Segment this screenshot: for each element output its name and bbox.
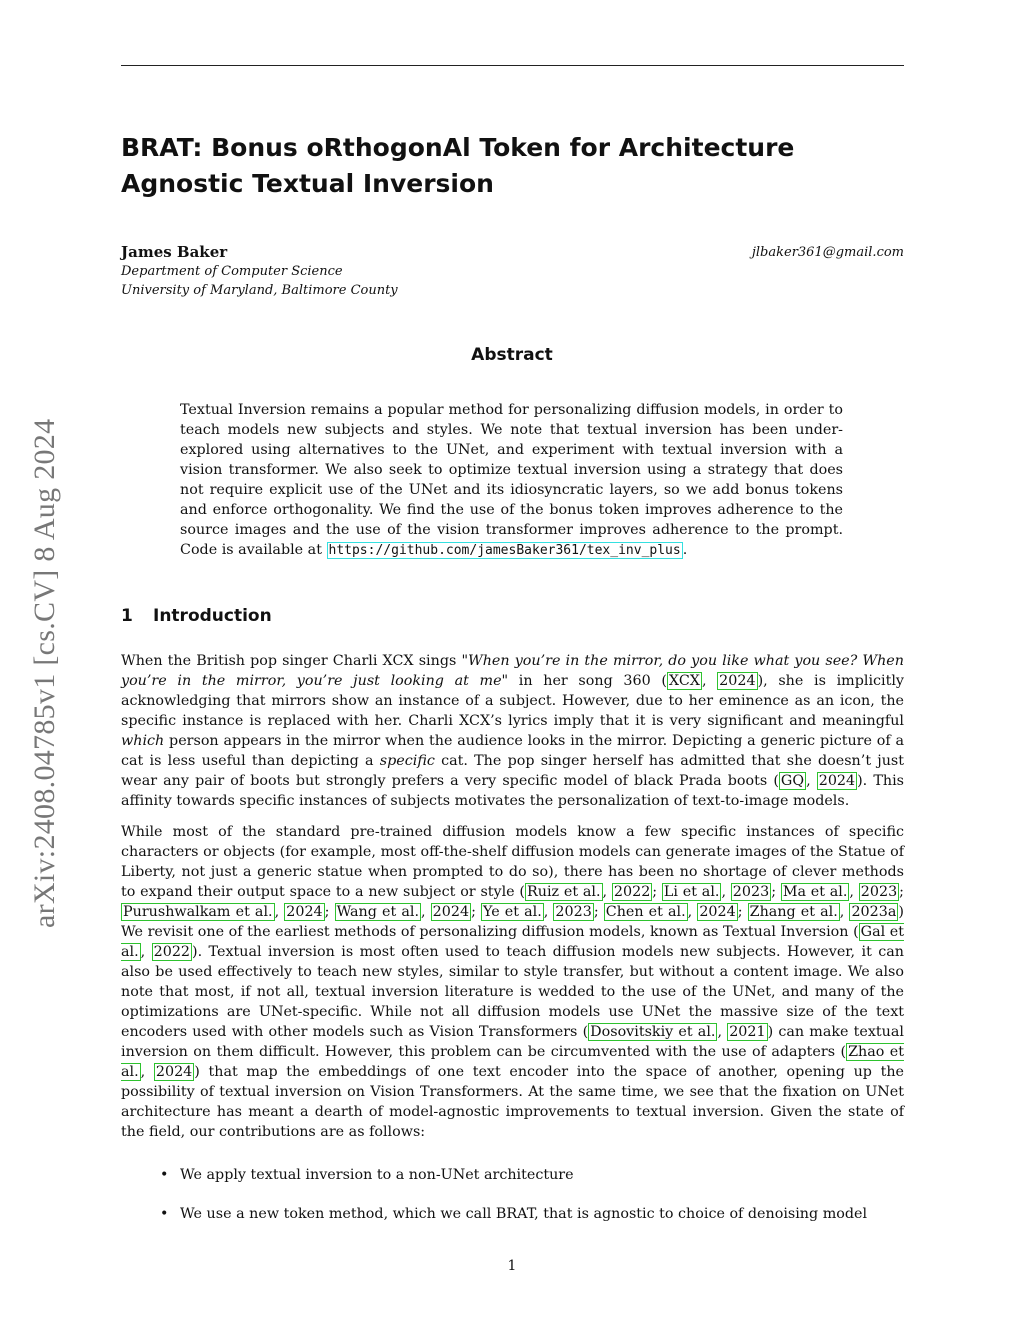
- citation-link[interactable]: Chen et al.: [605, 904, 686, 920]
- lyric-quote: "When you’re in the mirror, do you like what you see? When you’re in the mirror, you’re just looking at me": [121, 653, 904, 689]
- citation-link[interactable]: 2024: [432, 904, 470, 920]
- citation-link[interactable]: XCX: [668, 673, 700, 689]
- code-url-link[interactable]: https://github.com/jamesBaker361/tex_inv_plus: [328, 543, 681, 558]
- citation-link[interactable]: Gal et al.: [121, 924, 904, 960]
- bullet-icon: •: [160, 1206, 169, 1222]
- list-item: • We apply textual inversion to a non-UNet architecture: [160, 1167, 574, 1183]
- citation-link[interactable]: Wang et al.: [336, 904, 419, 920]
- citation-link[interactable]: 2021: [729, 1024, 766, 1040]
- citation-link[interactable]: 2022: [613, 884, 651, 900]
- paper-title: BRAT: Bonus oRthogonAl Token for Architecture Agnostic Textual Inversion: [121, 133, 795, 198]
- citation-link[interactable]: Ye et al.: [483, 904, 542, 920]
- citation-link[interactable]: 2023a: [851, 904, 897, 920]
- citation-link[interactable]: Dosovitskiy et al.: [590, 1024, 716, 1040]
- author-email[interactable]: jlbaker361@gmail.com: [751, 245, 904, 260]
- abstract-body: Textual Inversion remains a popular method for personalizing diffusion models, in order to teach models new subjects and styles. We note that textual inversion has been under-explored using alternatives to the UNet, and experiment with textual inversion with a vision transformer. We also seek to optimize textual inversion using a strategy that does not require explicit use of the UNet and its idiosyncratic layers, so we add bonus tokens and enforce orthogonality. We find the use of the bonus token improves adherence to the source images and the use of the vision transformer improves adherence to the prompt. Code is available at https://github.com/jamesBaker361/tex_inv_plus .: [180, 402, 843, 558]
- citation-link[interactable]: Zhang et al.: [749, 904, 838, 920]
- citation-link[interactable]: Ruiz et al.: [527, 884, 601, 900]
- citation-link[interactable]: Ma et al.: [782, 884, 848, 900]
- section-title: Introduction: [153, 606, 272, 626]
- author-department: Department of Computer Science: [121, 264, 343, 279]
- citation-link[interactable]: Purushwalkam et al.: [123, 904, 273, 920]
- citation-link[interactable]: GQ: [780, 773, 805, 789]
- abstract-heading: Abstract: [471, 345, 553, 365]
- citation-link[interactable]: Zhao et al.: [121, 1044, 904, 1080]
- bullet-icon: •: [160, 1167, 169, 1183]
- top-rule: [121, 65, 904, 66]
- list-item: • We use a new token method, which we call BRAT, that is agnostic to choice of denoising model: [160, 1206, 868, 1222]
- citation-link[interactable]: 2023: [555, 904, 592, 920]
- arxiv-identifier: arXiv:2408.04785v1 [cs.CV] 8 Aug 2024: [28, 418, 61, 928]
- citation-link[interactable]: 2022: [153, 944, 191, 960]
- citation-link[interactable]: 2024: [719, 673, 756, 689]
- citation-link[interactable]: 2024: [699, 904, 736, 920]
- citation-link[interactable]: 2023: [860, 884, 898, 900]
- intro-paragraph-2: While most of the standard pre-trained diffusion models know a few specific instances of specific characters or objects (for example, most off-the-shelf diffusion models can generate images of the Statue of Liberty, not just a generic statue when prompted to do so), there has been no shortage of clever methods to expand their output space to a new subject or style ( Ruiz et al. , 2022 ; Li et al. , 2023 ; Ma et al. , 2023 ; Purushwalkam et al. , 2024 ; Wang et al. , 2024 ; Ye et al. , 2023 ; Chen et al. , 2024 ; Zhang et al. , 2023a ) We revisit one of the earliest methods of personalizing diffusion models, known as Textual Inversion ( Gal et al. , 2022 ). Textual inversion is most often used to teach diffusion models new subjects. However, it can also be used effectively to teach new styles, similar to style transfer, but without a content image. We also note that most, if not all, textual inversion literature is wedded to the use of the UNet, and many of the optimizations are UNet-specific. While not all diffusion models use UNet the massive size of the text encoders used with other models such as Vision Transformers ( Dosovitskiy et al. , 2021 ) can make textual inversion on them difficult. However, this problem can be circumvented with the use of adapters ( Zhao et al. , 2024 ) that map the embeddings of one text encoder into the space of another, opening up the possibility of textual inversion on Vision Transformers. At the same time, we see that the fixation on UNet architecture has meant a dearth of model-agnostic improvements to textual inversion. Given the state of the field, our contributions are as follows:: [121, 824, 905, 1140]
- section-heading-introduction: [121, 606, 272, 626]
- author-university: University of Maryland, Baltimore County: [121, 283, 398, 298]
- citation-link[interactable]: 2023: [732, 884, 770, 900]
- abstract-text: Textual Inversion remains a popular method for personalizing diffusion models, in order to teach models new subjects and styles. We note that textual inversion has been under-explored using alternatives to the UNet, and experiment with textual inversion with a vision transformer. We also seek to optimize textual inversion using a strategy that does not require explicit use of the UNet and its idiosyncratic layers, so we add bonus tokens and enforce orthogonality. We find the use of the bonus token improves adherence to the source images and the use of the vision transformer improves adherence to the prompt. Code is available at: [180, 402, 843, 558]
- citation-link[interactable]: 2024: [818, 773, 856, 789]
- author-name: James Baker: [121, 243, 228, 261]
- intro-paragraph-1: When the British pop singer Charli XCX sings "When you’re in the mirror, do you like what you see? When you’re in the mirror, you’re just looking at me" in her song 360 ( XCX , 2024 ), she is implicitly acknowledging that mirrors show an instance of a subject. However, due to her eminence as an icon, the specific instance is replaced with her. Charli XCX’s lyrics imply that it is very significant and meaningful which person appears in the mirror when the audience looks in the mirror. Depicting a generic picture of a cat is less useful than depicting a specific cat. The pop singer herself has admitted that she doesn’t just wear any pair of boots but strongly prefers a very specific model of black Prada boots ( GQ , 2024 ). This affinity towards specific instances of subjects motivates the personalization of text-to-image models.: [121, 653, 905, 809]
- citation-link[interactable]: 2024: [155, 1064, 193, 1080]
- citation-link[interactable]: 2024: [286, 904, 323, 920]
- page-number: 1: [507, 1258, 517, 1274]
- citation-link[interactable]: Li et al.: [663, 884, 720, 900]
- section-number: 1: [121, 606, 133, 626]
